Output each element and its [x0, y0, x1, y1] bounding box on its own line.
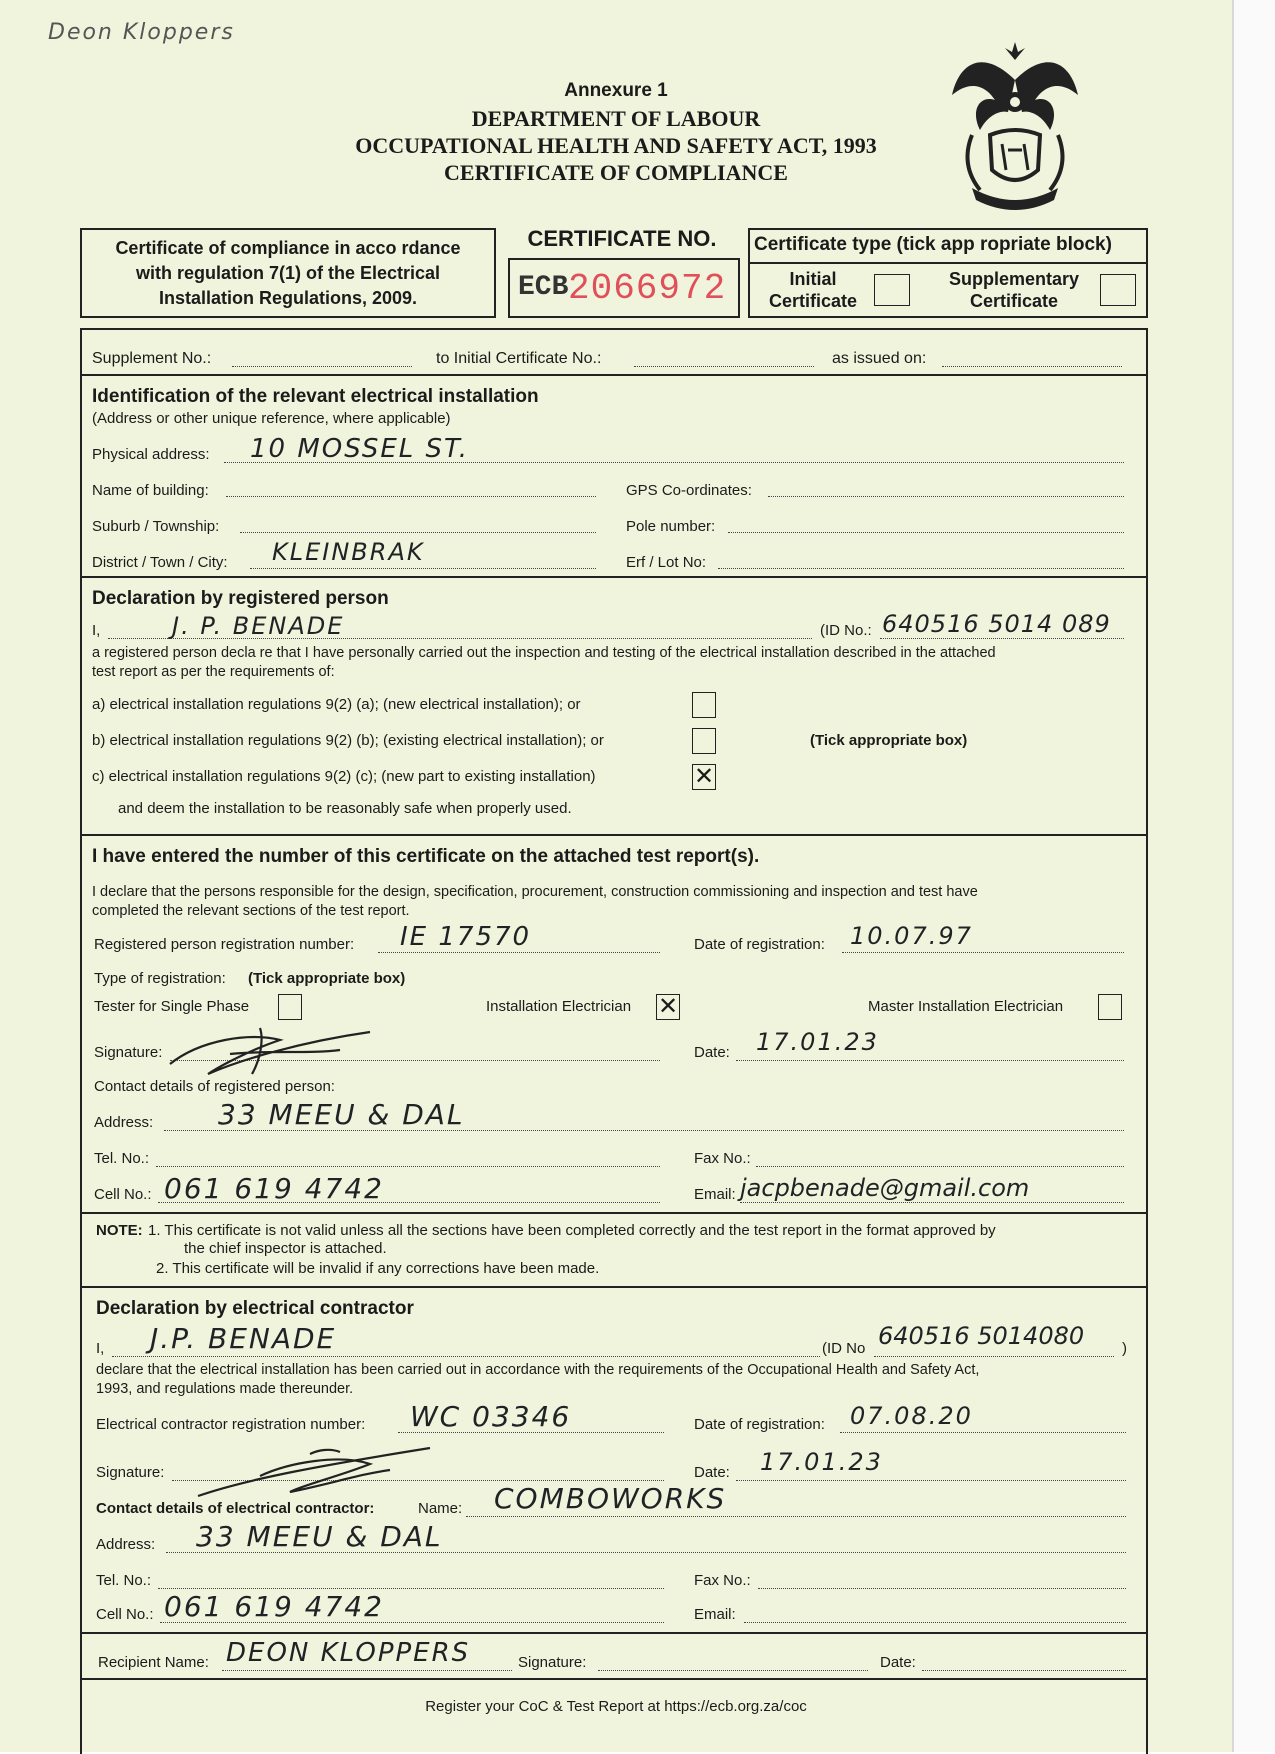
option-b-checkbox[interactable]	[692, 728, 716, 754]
contractor-title: Declaration by electrical contractor	[96, 1298, 414, 1319]
registered-person-id-label: (ID No.:	[820, 622, 872, 639]
district-field[interactable]	[250, 568, 596, 569]
compliance-box	[80, 228, 496, 318]
contractor-reg-date-label: Date of registration:	[694, 1416, 825, 1433]
tick-box-note: (Tick appropriate box)	[810, 732, 968, 749]
contractor-email-field[interactable]	[744, 1622, 1126, 1623]
registered-person-title: Declaration by registered person	[92, 588, 389, 609]
contractor-id-label: (ID No	[822, 1340, 866, 1357]
signature-date-label: Date:	[694, 1044, 730, 1061]
installation-electrician-checkbox[interactable]	[656, 994, 680, 1020]
note-label: NOTE:	[96, 1222, 143, 1239]
gps-label: GPS Co-ordinates:	[626, 482, 752, 499]
district-value: KLEINBRAK	[272, 538, 425, 566]
contractor-name: J.P. BENADE	[150, 1322, 337, 1355]
note-item-1b: the chief inspector is attached.	[184, 1240, 387, 1257]
contractor-reg-date-field[interactable]	[840, 1432, 1126, 1433]
identification-title: Identification of the relevant electrical installation	[92, 386, 539, 407]
recipient-signature-field[interactable]	[598, 1670, 868, 1671]
initial-certificate-checkbox[interactable]	[874, 274, 910, 306]
certificate-number-box	[508, 258, 740, 318]
registered-person-id-field[interactable]	[880, 638, 1124, 639]
contractor-reg-label: Electrical contractor registration number:	[96, 1416, 366, 1433]
signature-date-field[interactable]	[736, 1060, 1124, 1061]
contractor-id-close: )	[1122, 1340, 1127, 1357]
option-a-label: a) electrical installation regulations 9(2) (a); (new electrical installation); or	[92, 696, 581, 713]
compliance-line-1: Certificate of compliance in acco rdance	[115, 238, 461, 258]
option-c-checkbox[interactable]	[692, 764, 716, 790]
annexure-label: Annexure 1	[564, 80, 668, 101]
contractor-reg-value: WC 03346	[410, 1400, 572, 1433]
reg-date-label: Date of registration:	[694, 936, 825, 953]
recipient-date-field[interactable]	[922, 1670, 1126, 1671]
contractor-cell-label: Cell No.:	[96, 1606, 154, 1623]
contractor-cell-value: 061 619 4742	[164, 1590, 384, 1623]
pole-number-label: Pole number:	[626, 518, 716, 535]
registered-signature-icon	[160, 1020, 380, 1080]
supplementary-label-2: Certificate	[969, 291, 1059, 311]
address-label: Address:	[94, 1114, 154, 1131]
contractor-reg-date-value: 07.08.20	[850, 1402, 973, 1430]
signature-date-value: 17.01.23	[756, 1028, 879, 1056]
contractor-date-field[interactable]	[736, 1480, 1126, 1481]
erf-label: Erf / Lot No:	[626, 554, 707, 571]
act-title: OCCUPATIONAL HEALTH AND SAFETY ACT, 1993	[355, 133, 877, 158]
identification-subtitle: (Address or other unique reference, where applicable)	[92, 410, 451, 427]
contractor-address-label: Address:	[96, 1536, 156, 1553]
recipient-name-field[interactable]	[222, 1670, 512, 1671]
contractor-signature-label: Signature:	[96, 1464, 165, 1481]
note-item-1a: 1. This certificate is not valid unless all the sections have been completed correctly and the test report in the format approved by	[148, 1222, 996, 1239]
certificate-title: CERTIFICATE OF COMPLIANCE	[444, 160, 788, 185]
issued-on-label: as issued on:	[832, 350, 927, 367]
master-electrician-checkbox[interactable]	[1098, 994, 1122, 1020]
contractor-text-1: declare that the electrical installation has been carried out in accordance with the requirements of the Occupational Health and Safety Act,	[96, 1362, 980, 1378]
suburb-label: Suburb / Township:	[92, 518, 220, 535]
contractor-text-2: 1993, and regulations made thereunder.	[96, 1381, 354, 1397]
certificate-number: 2066972	[568, 268, 727, 309]
compliance-line-3: Installation Regulations, 2009.	[158, 288, 418, 308]
contractor-email-label: Email:	[694, 1606, 736, 1623]
registered-person-i-label: I,	[92, 622, 101, 639]
email-value: jacpbenade@gmail.com	[740, 1174, 1030, 1202]
tester-single-phase-checkbox[interactable]	[278, 994, 302, 1020]
email-field[interactable]	[740, 1202, 1124, 1203]
tel-field[interactable]	[156, 1166, 660, 1167]
cell-value: 061 619 4742	[164, 1172, 384, 1205]
type-of-registration-label: Type of registration:	[94, 970, 226, 987]
tester-single-phase-label: Tester for Single Phase	[94, 998, 250, 1015]
contractor-id: 640516 5014080	[878, 1322, 1085, 1350]
footer-register-link[interactable]: Register your CoC & Test Report at https://ecb.org.za/coc	[425, 1698, 807, 1715]
recipient-signature-label: Signature:	[518, 1654, 587, 1671]
recipient-date-label: Date:	[880, 1654, 916, 1671]
issued-on-field[interactable]	[942, 366, 1122, 367]
contractor-date-value: 17.01.23	[760, 1448, 883, 1476]
fax-field[interactable]	[756, 1166, 1124, 1167]
suburb-field[interactable]	[240, 532, 596, 533]
reg-date-field[interactable]	[842, 952, 1124, 953]
initial-label-1: Initial	[789, 269, 837, 289]
option-c-mark: ✕	[693, 763, 715, 790]
certificate-type-box	[748, 228, 1148, 318]
supplementary-label-1: Supplementary	[948, 269, 1080, 289]
supplement-no-field[interactable]	[232, 366, 412, 367]
corner-note: Deon Kloppers	[48, 20, 235, 45]
district-label: District / Town / City:	[92, 554, 228, 571]
option-a-checkbox[interactable]	[692, 692, 716, 718]
building-name-field[interactable]	[226, 496, 596, 497]
installation-electrician-mark: ✕	[657, 993, 679, 1020]
contractor-i-label: I,	[96, 1340, 105, 1357]
signature-label: Signature:	[94, 1044, 163, 1061]
note-item-2: 2. This certificate will be invalid if any corrections have been made.	[156, 1260, 600, 1277]
contractor-fax-field[interactable]	[758, 1588, 1126, 1589]
reg-number-value: IE 17570	[400, 922, 532, 952]
contractor-id-field[interactable]	[874, 1356, 1114, 1357]
page-edge	[1232, 0, 1275, 1752]
erf-field[interactable]	[718, 568, 1124, 569]
certificate-no-label: CERTIFICATE NO.	[527, 226, 717, 251]
contractor-company-label: Name:	[418, 1500, 463, 1517]
initial-label-2: Certificate	[768, 291, 858, 311]
contractor-date-label: Date:	[694, 1464, 730, 1481]
recipient-name-label: Recipient Name:	[98, 1654, 209, 1671]
physical-address-label: Physical address:	[92, 446, 210, 463]
registered-person-name: J. P. BENADE	[172, 612, 345, 640]
type-of-registration-hint: (Tick appropriate box)	[248, 970, 406, 987]
certificate-prefix: ECB	[518, 272, 569, 303]
department-title: DEPARTMENT OF LABOUR	[471, 106, 761, 131]
supplement-no-label: Supplement No.:	[92, 350, 212, 367]
reg-number-label: Registered person registration number:	[94, 936, 355, 953]
supplementary-certificate-checkbox[interactable]	[1100, 274, 1136, 306]
declaration-text-2: test report as per the requirements of:	[92, 664, 335, 680]
pole-number-field[interactable]	[728, 532, 1124, 533]
contractor-name-field[interactable]	[112, 1356, 820, 1357]
fax-label: Fax No.:	[694, 1150, 751, 1167]
test-report-title: I have entered the number of this certificate on the attached test report(s).	[92, 846, 760, 867]
registered-person-id: 640516 5014 089	[882, 610, 1111, 638]
email-label: Email:	[694, 1186, 736, 1203]
contractor-company-field[interactable]	[466, 1516, 1126, 1517]
contractor-tel-label: Tel. No.:	[96, 1572, 152, 1589]
gps-field[interactable]	[768, 496, 1124, 497]
initial-cert-no-label: to Initial Certificate No.:	[436, 350, 602, 367]
physical-address-value: 10 MOSSEL ST.	[250, 434, 470, 464]
test-report-text-2: completed the relevant sections of the test report.	[92, 903, 410, 919]
reg-date-value: 10.07.97	[850, 922, 973, 950]
cell-label: Cell No.:	[94, 1186, 152, 1203]
tel-label: Tel. No.:	[94, 1150, 150, 1167]
option-b-label: b) electrical installation regulations 9(2) (b); (existing electrical installation); or	[92, 732, 604, 749]
certificate-type-label: Certificate type (tick app ropriate block)	[754, 234, 1112, 255]
contractor-company-value: COMBOWORKS	[494, 1482, 727, 1515]
contractor-fax-label: Fax No.:	[694, 1572, 751, 1589]
contractor-signature-icon	[190, 1434, 440, 1504]
installation-electrician-label: Installation Electrician	[486, 998, 632, 1015]
contractor-address-value: 33 MEEU & DAL	[196, 1520, 443, 1553]
recipient-name-value: DEON KLOPPERS	[226, 1638, 471, 1668]
reg-number-field[interactable]	[378, 952, 660, 953]
contractor-contact-label: Contact details of electrical contractor:	[96, 1500, 375, 1517]
deem-safe-text: and deem the installation to be reasonably safe when properly used.	[118, 800, 572, 817]
contact-details-label: Contact details of registered person:	[94, 1078, 335, 1095]
contractor-tel-field[interactable]	[158, 1588, 664, 1589]
address-value: 33 MEEU & DAL	[218, 1098, 465, 1131]
master-electrician-label: Master Installation Electrician	[868, 998, 1064, 1015]
compliance-line-2: with regulation 7(1) of the Electrical	[135, 263, 441, 283]
declaration-text-1: a registered person decla re that I have personally carried out the inspection and testing of the electrical installation described in the attached	[92, 645, 996, 661]
option-c-label: c) electrical installation regulations 9(2) (c); (new part to existing installation)	[92, 768, 596, 785]
initial-cert-no-field[interactable]	[634, 366, 814, 367]
building-name-label: Name of building:	[92, 482, 209, 499]
test-report-text-1: I declare that the persons responsible for the design, specification, procurement, construction commissioning and inspection and test have	[92, 884, 978, 900]
